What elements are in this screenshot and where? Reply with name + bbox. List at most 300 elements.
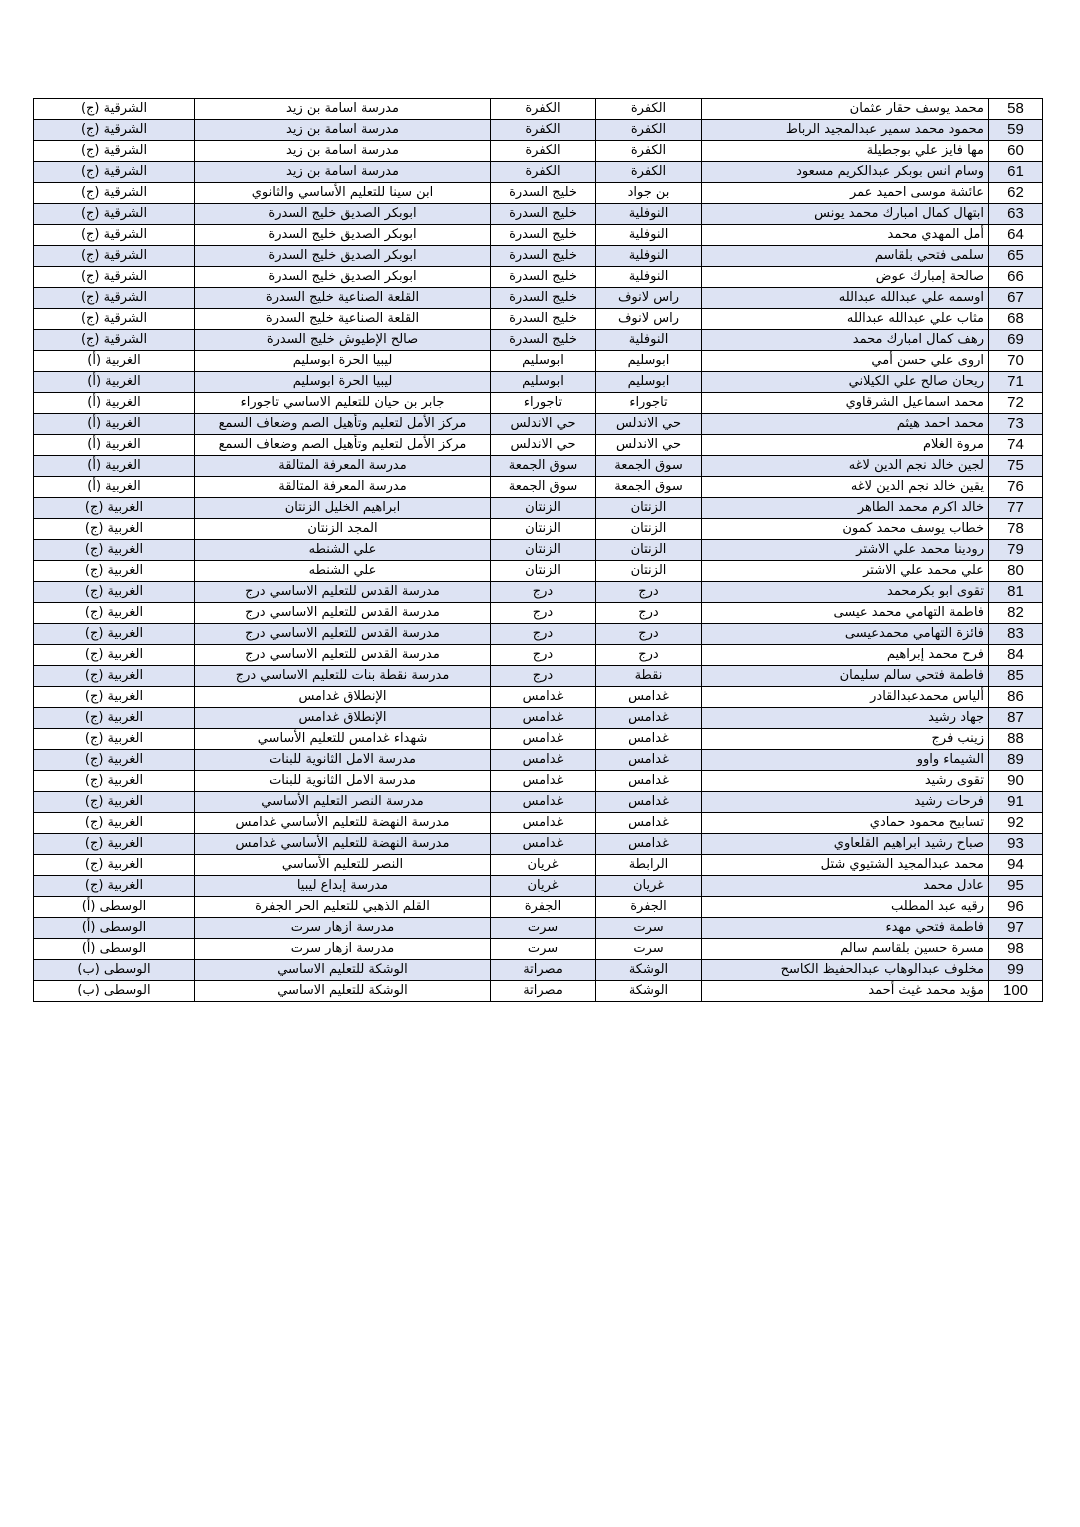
city-cell: حي الاندلس [596, 435, 702, 456]
student-name-cell: خطاب يوسف محمد كمون [702, 519, 989, 540]
school-name-cell: علي الشنطه [195, 540, 491, 561]
student-name-cell: زينب فرج [702, 729, 989, 750]
municipality-cell: مصراتة [491, 960, 596, 981]
table-row [34, 246, 1043, 267]
municipality-cell: خليج السدرة [491, 204, 596, 225]
school-name-cell: مركز الأمل لتعليم وتأهيل الصم وضعاف السمع [195, 435, 491, 456]
student-name-cell: تسابيح محمود حمادي [702, 813, 989, 834]
municipality-cell: الكفرة [491, 99, 596, 120]
student-name-cell: محمود محمد سمير عبدالمجيد الرباط [702, 120, 989, 141]
table-row [34, 750, 1043, 771]
row-number-cell: 79 [989, 540, 1043, 561]
school-name-cell: القلم الذهبي للتعليم الحر الجفرة [195, 897, 491, 918]
region-cell: الغربية (ج) [34, 645, 195, 666]
municipality-cell: سرت [491, 939, 596, 960]
municipality-cell: خليج السدرة [491, 330, 596, 351]
city-cell: غدامس [596, 792, 702, 813]
region-cell: الشرقية (ج) [34, 288, 195, 309]
municipality-cell: غدامس [491, 750, 596, 771]
school-name-cell: القلعة الصناعية خليج السدرة [195, 288, 491, 309]
school-name-cell: مدرسة ازهار سرت [195, 939, 491, 960]
student-name-cell: مؤيد محمد غيث أحمد [702, 981, 989, 1002]
row-number-cell: 83 [989, 624, 1043, 645]
row-number-cell: 75 [989, 456, 1043, 477]
row-number-cell: 81 [989, 582, 1043, 603]
row-number-cell: 68 [989, 309, 1043, 330]
student-name-cell: يقين خالد نجم الدين لاغه [702, 477, 989, 498]
municipality-cell: الكفرة [491, 120, 596, 141]
row-number-cell: 73 [989, 414, 1043, 435]
region-cell: الوسطى (أ) [34, 939, 195, 960]
school-name-cell: مدرسة إبداع ليبيا [195, 876, 491, 897]
student-name-cell: اوسمه علي عبدالله عبدالله [702, 288, 989, 309]
city-cell: النوفلية [596, 267, 702, 288]
table-row [34, 477, 1043, 498]
row-number-cell: 70 [989, 351, 1043, 372]
school-name-cell: الوشكة للتعليم الاساسي [195, 981, 491, 1002]
city-cell: ابوسليم [596, 351, 702, 372]
table-row [34, 120, 1043, 141]
city-cell: غدامس [596, 834, 702, 855]
row-number-cell: 66 [989, 267, 1043, 288]
row-number-cell: 88 [989, 729, 1043, 750]
region-cell: الغربية (ج) [34, 519, 195, 540]
school-name-cell: مدرسة اسامة بن زيد [195, 120, 491, 141]
municipality-cell: سرت [491, 918, 596, 939]
row-number-cell: 90 [989, 771, 1043, 792]
municipality-cell: الزنتان [491, 498, 596, 519]
municipality-cell: الكفرة [491, 162, 596, 183]
student-name-cell: لجين خالد نجم الدين لاغه [702, 456, 989, 477]
row-number-cell: 86 [989, 687, 1043, 708]
municipality-cell: درج [491, 582, 596, 603]
school-name-cell: ليبيا الحرة ابوسليم [195, 372, 491, 393]
table-row [34, 141, 1043, 162]
region-cell: الشرقية (ج) [34, 267, 195, 288]
city-cell: راس لانوف [596, 309, 702, 330]
city-cell: النوفلية [596, 225, 702, 246]
region-cell: الغربية (أ) [34, 393, 195, 414]
table-row [34, 687, 1043, 708]
region-cell: الشرقية (ج) [34, 183, 195, 204]
table-row [34, 771, 1043, 792]
table-row [34, 204, 1043, 225]
table-row [34, 330, 1043, 351]
municipality-cell: غدامس [491, 813, 596, 834]
table-row [34, 645, 1043, 666]
student-name-cell: اروى علي حسن أمي [702, 351, 989, 372]
table-row [34, 267, 1043, 288]
table-row [34, 834, 1043, 855]
student-name-cell: رودينا محمد علي الاشتر [702, 540, 989, 561]
student-name-cell: رهف كمال امبارك محمد [702, 330, 989, 351]
municipality-cell: الزنتان [491, 519, 596, 540]
table-row [34, 813, 1043, 834]
row-number-cell: 64 [989, 225, 1043, 246]
school-name-cell: ابن سينا للتعليم الأساسي والثانوي [195, 183, 491, 204]
table-row [34, 351, 1043, 372]
region-cell: الغربية (ج) [34, 687, 195, 708]
city-cell: الزنتان [596, 540, 702, 561]
student-name-cell: عادل محمد [702, 876, 989, 897]
student-name-cell: صباح رشيد ابراهيم القلعاوي [702, 834, 989, 855]
school-name-cell: مدرسة نقطة بنات للتعليم الاساسي درج [195, 666, 491, 687]
student-name-cell: جهاد رشيد [702, 708, 989, 729]
region-cell: الوسطى (ب) [34, 960, 195, 981]
municipality-cell: خليج السدرة [491, 267, 596, 288]
row-number-cell: 58 [989, 99, 1043, 120]
students-table [33, 98, 1043, 1002]
school-name-cell: مركز الأمل لتعليم وتأهيل الصم وضعاف السمع [195, 414, 491, 435]
region-cell: الشرقية (ج) [34, 225, 195, 246]
row-number-cell: 62 [989, 183, 1043, 204]
region-cell: الغربية (أ) [34, 372, 195, 393]
school-name-cell: علي الشنطه [195, 561, 491, 582]
student-name-cell: سلمى فتحي بلقاسم [702, 246, 989, 267]
city-cell: ابوسليم [596, 372, 702, 393]
city-cell: الرابطة [596, 855, 702, 876]
municipality-cell: الزنتان [491, 561, 596, 582]
row-number-cell: 78 [989, 519, 1043, 540]
region-cell: الغربية (ج) [34, 708, 195, 729]
row-number-cell: 94 [989, 855, 1043, 876]
student-name-cell: فائزة التهامي محمدعيسى [702, 624, 989, 645]
table-row [34, 288, 1043, 309]
region-cell: الغربية (ج) [34, 561, 195, 582]
region-cell: الشرقية (ج) [34, 246, 195, 267]
student-name-cell: صالحة إمبارك عوض [702, 267, 989, 288]
city-cell: درج [596, 645, 702, 666]
school-name-cell: مدرسة اسامة بن زيد [195, 162, 491, 183]
region-cell: الغربية (ج) [34, 750, 195, 771]
row-number-cell: 87 [989, 708, 1043, 729]
table-row [34, 414, 1043, 435]
table-row [34, 582, 1043, 603]
row-number-cell: 60 [989, 141, 1043, 162]
row-number-cell: 61 [989, 162, 1043, 183]
municipality-cell: الجفرة [491, 897, 596, 918]
row-number-cell: 96 [989, 897, 1043, 918]
municipality-cell: درج [491, 603, 596, 624]
school-name-cell: الإنطلاق غدامس [195, 687, 491, 708]
school-name-cell: مدرسة اسامة بن زيد [195, 141, 491, 162]
student-name-cell: مها فايز علي بوجطيلة [702, 141, 989, 162]
city-cell: الوشكة [596, 981, 702, 1002]
school-name-cell: مدرسة القدس للتعليم الاساسي درج [195, 603, 491, 624]
school-name-cell: مدرسة الامل الثانوية للبنات [195, 771, 491, 792]
table-row [34, 183, 1043, 204]
city-cell: غدامس [596, 813, 702, 834]
municipality-cell: تاجوراء [491, 393, 596, 414]
student-name-cell: فرح محمد إبراهيم [702, 645, 989, 666]
municipality-cell: خليج السدرة [491, 246, 596, 267]
municipality-cell: الزنتان [491, 540, 596, 561]
table-row [34, 162, 1043, 183]
region-cell: الغربية (ج) [34, 582, 195, 603]
row-number-cell: 80 [989, 561, 1043, 582]
row-number-cell: 69 [989, 330, 1043, 351]
student-name-cell: خالد اكرم محمد الطاهر [702, 498, 989, 519]
city-cell: غدامس [596, 771, 702, 792]
region-cell: الغربية (ج) [34, 624, 195, 645]
student-name-cell: مثاب علي عبدالله عبدالله [702, 309, 989, 330]
city-cell: سوق الجمعة [596, 477, 702, 498]
school-name-cell: جابر بن حيان للتعليم الاساسي تاجوراء [195, 393, 491, 414]
student-name-cell: رقيه عبد المطلب [702, 897, 989, 918]
municipality-cell: الكفرة [491, 141, 596, 162]
region-cell: الغربية (أ) [34, 456, 195, 477]
municipality-cell: حي الاندلس [491, 414, 596, 435]
municipality-cell: مصراتة [491, 981, 596, 1002]
school-name-cell: مدرسة الامل الثانوية للبنات [195, 750, 491, 771]
table-row [34, 498, 1043, 519]
student-name-cell: تقوى رشيد [702, 771, 989, 792]
region-cell: الشرقية (ج) [34, 309, 195, 330]
city-cell: النوفلية [596, 204, 702, 225]
municipality-cell: خليج السدرة [491, 225, 596, 246]
table-row [34, 729, 1043, 750]
municipality-cell: غدامس [491, 687, 596, 708]
table-row [34, 309, 1043, 330]
row-number-cell: 82 [989, 603, 1043, 624]
city-cell: الكفرة [596, 120, 702, 141]
region-cell: الوسطى (أ) [34, 897, 195, 918]
region-cell: الشرقية (ج) [34, 141, 195, 162]
city-cell: سوق الجمعة [596, 456, 702, 477]
student-name-cell: مسرة حسين بلقاسم سالم [702, 939, 989, 960]
student-name-cell: محمد يوسف حقار عثمان [702, 99, 989, 120]
region-cell: الغربية (ج) [34, 666, 195, 687]
municipality-cell: خليج السدرة [491, 288, 596, 309]
city-cell: غدامس [596, 687, 702, 708]
region-cell: الشرقية (ج) [34, 204, 195, 225]
table-row [34, 897, 1043, 918]
municipality-cell: سوق الجمعة [491, 477, 596, 498]
table-row [34, 99, 1043, 120]
row-number-cell: 84 [989, 645, 1043, 666]
region-cell: الغربية (ج) [34, 729, 195, 750]
school-name-cell: مدرسة النهضة للتعليم الأساسي غدامس [195, 813, 491, 834]
student-name-cell: أمل المهدي محمد [702, 225, 989, 246]
school-name-cell: ابوبكر الصديق خليج السدرة [195, 225, 491, 246]
city-cell: سرت [596, 939, 702, 960]
municipality-cell: سوق الجمعة [491, 456, 596, 477]
school-name-cell: صالح الإطيوش خليج السدرة [195, 330, 491, 351]
municipality-cell: غدامس [491, 792, 596, 813]
municipality-cell: غريان [491, 876, 596, 897]
table-row [34, 960, 1043, 981]
table-row [34, 981, 1043, 1002]
city-cell: غدامس [596, 729, 702, 750]
student-name-cell: مخلوف عبدالوهاب عبدالحفيظ الكاسح [702, 960, 989, 981]
school-name-cell: ابوبكر الصديق خليج السدرة [195, 204, 491, 225]
municipality-cell: درج [491, 666, 596, 687]
table-row [34, 792, 1043, 813]
table-row [34, 624, 1043, 645]
table-row [34, 435, 1043, 456]
city-cell: الوشكة [596, 960, 702, 981]
school-name-cell: مدرسة القدس للتعليم الاساسي درج [195, 624, 491, 645]
student-name-cell: فاطمة التهامي محمد عيسى [702, 603, 989, 624]
municipality-cell: درج [491, 624, 596, 645]
row-number-cell: 92 [989, 813, 1043, 834]
city-cell: الكفرة [596, 141, 702, 162]
student-name-cell: تقوى ابو بكرمحمد [702, 582, 989, 603]
table-row [34, 540, 1043, 561]
school-name-cell: مدرسة النصر التعليم الأساسي [195, 792, 491, 813]
school-name-cell: شهداء غدامس للتعليم الأساسي [195, 729, 491, 750]
row-number-cell: 71 [989, 372, 1043, 393]
region-cell: الغربية (أ) [34, 435, 195, 456]
student-name-cell: مروة الغلام [702, 435, 989, 456]
row-number-cell: 67 [989, 288, 1043, 309]
school-name-cell: مدرسة المعرفة المتالقة [195, 456, 491, 477]
school-name-cell: الوشكة للتعليم الاساسي [195, 960, 491, 981]
row-number-cell: 59 [989, 120, 1043, 141]
student-name-cell: ريحان صالح علي الكيلاني [702, 372, 989, 393]
city-cell: درج [596, 582, 702, 603]
municipality-cell: غدامس [491, 834, 596, 855]
municipality-cell: ابوسليم [491, 351, 596, 372]
city-cell: نقطة [596, 666, 702, 687]
city-cell: الزنتان [596, 498, 702, 519]
city-cell: غدامس [596, 750, 702, 771]
region-cell: الوسطى (أ) [34, 918, 195, 939]
row-number-cell: 65 [989, 246, 1043, 267]
region-cell: الغربية (ج) [34, 540, 195, 561]
table-row [34, 456, 1043, 477]
region-cell: الغربية (ج) [34, 834, 195, 855]
student-name-cell: الشيماء واوو [702, 750, 989, 771]
municipality-cell: درج [491, 645, 596, 666]
municipality-cell: حي الاندلس [491, 435, 596, 456]
city-cell: النوفلية [596, 330, 702, 351]
school-name-cell: ليبيا الحرة ابوسليم [195, 351, 491, 372]
students-table-body [34, 99, 1043, 1002]
student-name-cell: فرحات رشيد [702, 792, 989, 813]
region-cell: الغربية (ج) [34, 813, 195, 834]
table-row [34, 666, 1043, 687]
region-cell: الغربية (ج) [34, 792, 195, 813]
row-number-cell: 74 [989, 435, 1043, 456]
student-name-cell: ألياس محمدعبدالقادر [702, 687, 989, 708]
city-cell: الزنتان [596, 561, 702, 582]
region-cell: الغربية (ج) [34, 855, 195, 876]
region-cell: الغربية (ج) [34, 876, 195, 897]
school-name-cell: مدرسة النهضة للتعليم الأساسي غدامس [195, 834, 491, 855]
region-cell: الشرقية (ج) [34, 162, 195, 183]
table-row [34, 876, 1043, 897]
school-name-cell: مدرسة القدس للتعليم الاساسي درج [195, 582, 491, 603]
city-cell: الكفرة [596, 162, 702, 183]
row-number-cell: 98 [989, 939, 1043, 960]
city-cell: الزنتان [596, 519, 702, 540]
region-cell: الغربية (أ) [34, 477, 195, 498]
table-row [34, 225, 1043, 246]
school-name-cell: المجد الزنتان [195, 519, 491, 540]
school-name-cell: ابوبكر الصديق خليج السدرة [195, 246, 491, 267]
table-row [34, 519, 1043, 540]
row-number-cell: 72 [989, 393, 1043, 414]
table-row [34, 939, 1043, 960]
city-cell: الجفرة [596, 897, 702, 918]
table-row [34, 603, 1043, 624]
student-name-cell: محمد احمد هيثم [702, 414, 989, 435]
region-cell: الغربية (أ) [34, 414, 195, 435]
school-name-cell: ابراهيم الخليل الزنتان [195, 498, 491, 519]
student-name-cell: وسام انس بوبكر عبدالكريم مسعود [702, 162, 989, 183]
municipality-cell: خليج السدرة [491, 309, 596, 330]
municipality-cell: غدامس [491, 729, 596, 750]
row-number-cell: 76 [989, 477, 1043, 498]
row-number-cell: 93 [989, 834, 1043, 855]
table-row [34, 393, 1043, 414]
city-cell: سرت [596, 918, 702, 939]
city-cell: غريان [596, 876, 702, 897]
school-name-cell: ابوبكر الصديق خليج السدرة [195, 267, 491, 288]
region-cell: الغربية (ج) [34, 603, 195, 624]
row-number-cell: 89 [989, 750, 1043, 771]
city-cell: بن جواد [596, 183, 702, 204]
row-number-cell: 100 [989, 981, 1043, 1002]
row-number-cell: 85 [989, 666, 1043, 687]
municipality-cell: خليج السدرة [491, 183, 596, 204]
row-number-cell: 91 [989, 792, 1043, 813]
school-name-cell: مدرسة ازهار سرت [195, 918, 491, 939]
city-cell: النوفلية [596, 246, 702, 267]
region-cell: الشرقية (ج) [34, 99, 195, 120]
region-cell: الشرقية (ج) [34, 120, 195, 141]
region-cell: الشرقية (ج) [34, 330, 195, 351]
table-row [34, 855, 1043, 876]
table-row [34, 561, 1043, 582]
municipality-cell: غدامس [491, 708, 596, 729]
table-row [34, 918, 1043, 939]
student-name-cell: فاطمة فتحي سالم سليمان [702, 666, 989, 687]
student-name-cell: ابتهال كمال امبارك محمد يونس [702, 204, 989, 225]
row-number-cell: 77 [989, 498, 1043, 519]
school-name-cell: القلعة الصناعية خليج السدرة [195, 309, 491, 330]
student-name-cell: فاطمة فتحي مهدء [702, 918, 989, 939]
city-cell: درج [596, 603, 702, 624]
school-name-cell: النصر للتعليم الأساسي [195, 855, 491, 876]
row-number-cell: 95 [989, 876, 1043, 897]
city-cell: راس لانوف [596, 288, 702, 309]
table-row [34, 372, 1043, 393]
municipality-cell: غريان [491, 855, 596, 876]
municipality-cell: غدامس [491, 771, 596, 792]
region-cell: الغربية (ج) [34, 498, 195, 519]
region-cell: الغربية (أ) [34, 351, 195, 372]
city-cell: حي الاندلس [596, 414, 702, 435]
row-number-cell: 97 [989, 918, 1043, 939]
school-name-cell: الإنطلاق غدامس [195, 708, 491, 729]
city-cell: درج [596, 624, 702, 645]
region-cell: الغربية (ج) [34, 771, 195, 792]
school-name-cell: مدرسة اسامة بن زيد [195, 99, 491, 120]
city-cell: الكفرة [596, 99, 702, 120]
row-number-cell: 63 [989, 204, 1043, 225]
city-cell: غدامس [596, 708, 702, 729]
student-name-cell: علي محمد علي الاشتر [702, 561, 989, 582]
municipality-cell: ابوسليم [491, 372, 596, 393]
student-name-cell: محمد اسماعيل الشرقاوي [702, 393, 989, 414]
table-row [34, 708, 1043, 729]
region-cell: الوسطى (ب) [34, 981, 195, 1002]
row-number-cell: 99 [989, 960, 1043, 981]
student-name-cell: عائشة موسى احميد عمر [702, 183, 989, 204]
school-name-cell: مدرسة المعرفة المتالقة [195, 477, 491, 498]
